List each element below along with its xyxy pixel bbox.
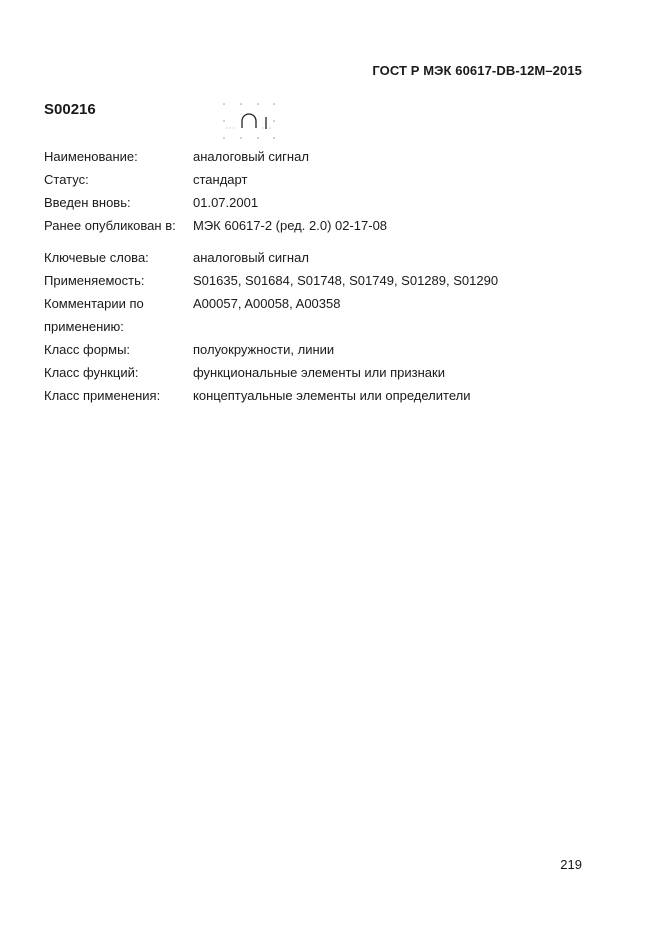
field-row-status [44, 171, 604, 194]
analog-signal-semicircle-icon [222, 101, 278, 141]
field-value: полуокружности, линии [193, 342, 335, 357]
field-row-published [44, 217, 604, 240]
field-label: Ранее опубликован в: [44, 218, 176, 233]
field-value: аналоговый сигнал [193, 250, 309, 265]
symbol-properties [44, 148, 604, 410]
field-value: A00057, A00058, A00358 [193, 296, 341, 311]
field-row-keywords [44, 249, 604, 272]
field-row-form-class [44, 341, 604, 364]
field-label: Введен вновь: [44, 195, 131, 210]
field-value: функциональные элементы или признаки [193, 365, 445, 380]
field-label: Наименование: [44, 149, 138, 164]
standard-designation: ГОСТ Р МЭК 60617-DB-12M–2015 [372, 63, 582, 78]
field-value: стандарт [193, 172, 248, 187]
field-label: Применяемость: [44, 273, 145, 288]
field-label-line2: применению: [44, 319, 124, 334]
field-row-introduced [44, 194, 604, 217]
field-label-line1: Комментарии по [44, 296, 144, 311]
field-label: Класс формы: [44, 342, 131, 357]
field-row-application-class [44, 387, 604, 410]
field-row-applicability [44, 272, 604, 295]
field-value: аналоговый сигнал [193, 149, 309, 164]
field-label: Класс функций: [44, 365, 139, 380]
field-label [44, 295, 193, 335]
field-label: Ключевые слова: [44, 250, 149, 265]
field-label: Класс применения: [44, 388, 161, 403]
field-value: концептуальные элементы или определители [193, 388, 471, 403]
field-value: МЭК 60617-2 (ред. 2.0) 02-17-08 [193, 218, 388, 233]
field-value: S01635, S01684, S01748, S01749, S01289, S01290 [193, 273, 499, 288]
field-row-name [44, 148, 604, 171]
field-row-function-class [44, 364, 604, 387]
page-number: 219 [560, 857, 582, 872]
symbol-code: S00216 [44, 101, 96, 118]
field-label: Статус: [44, 172, 89, 187]
grid-dots [223, 103, 275, 139]
field-row-comments [44, 295, 604, 341]
field-value: 01.07.2001 [193, 195, 259, 210]
semicircle-shape [242, 114, 256, 128]
